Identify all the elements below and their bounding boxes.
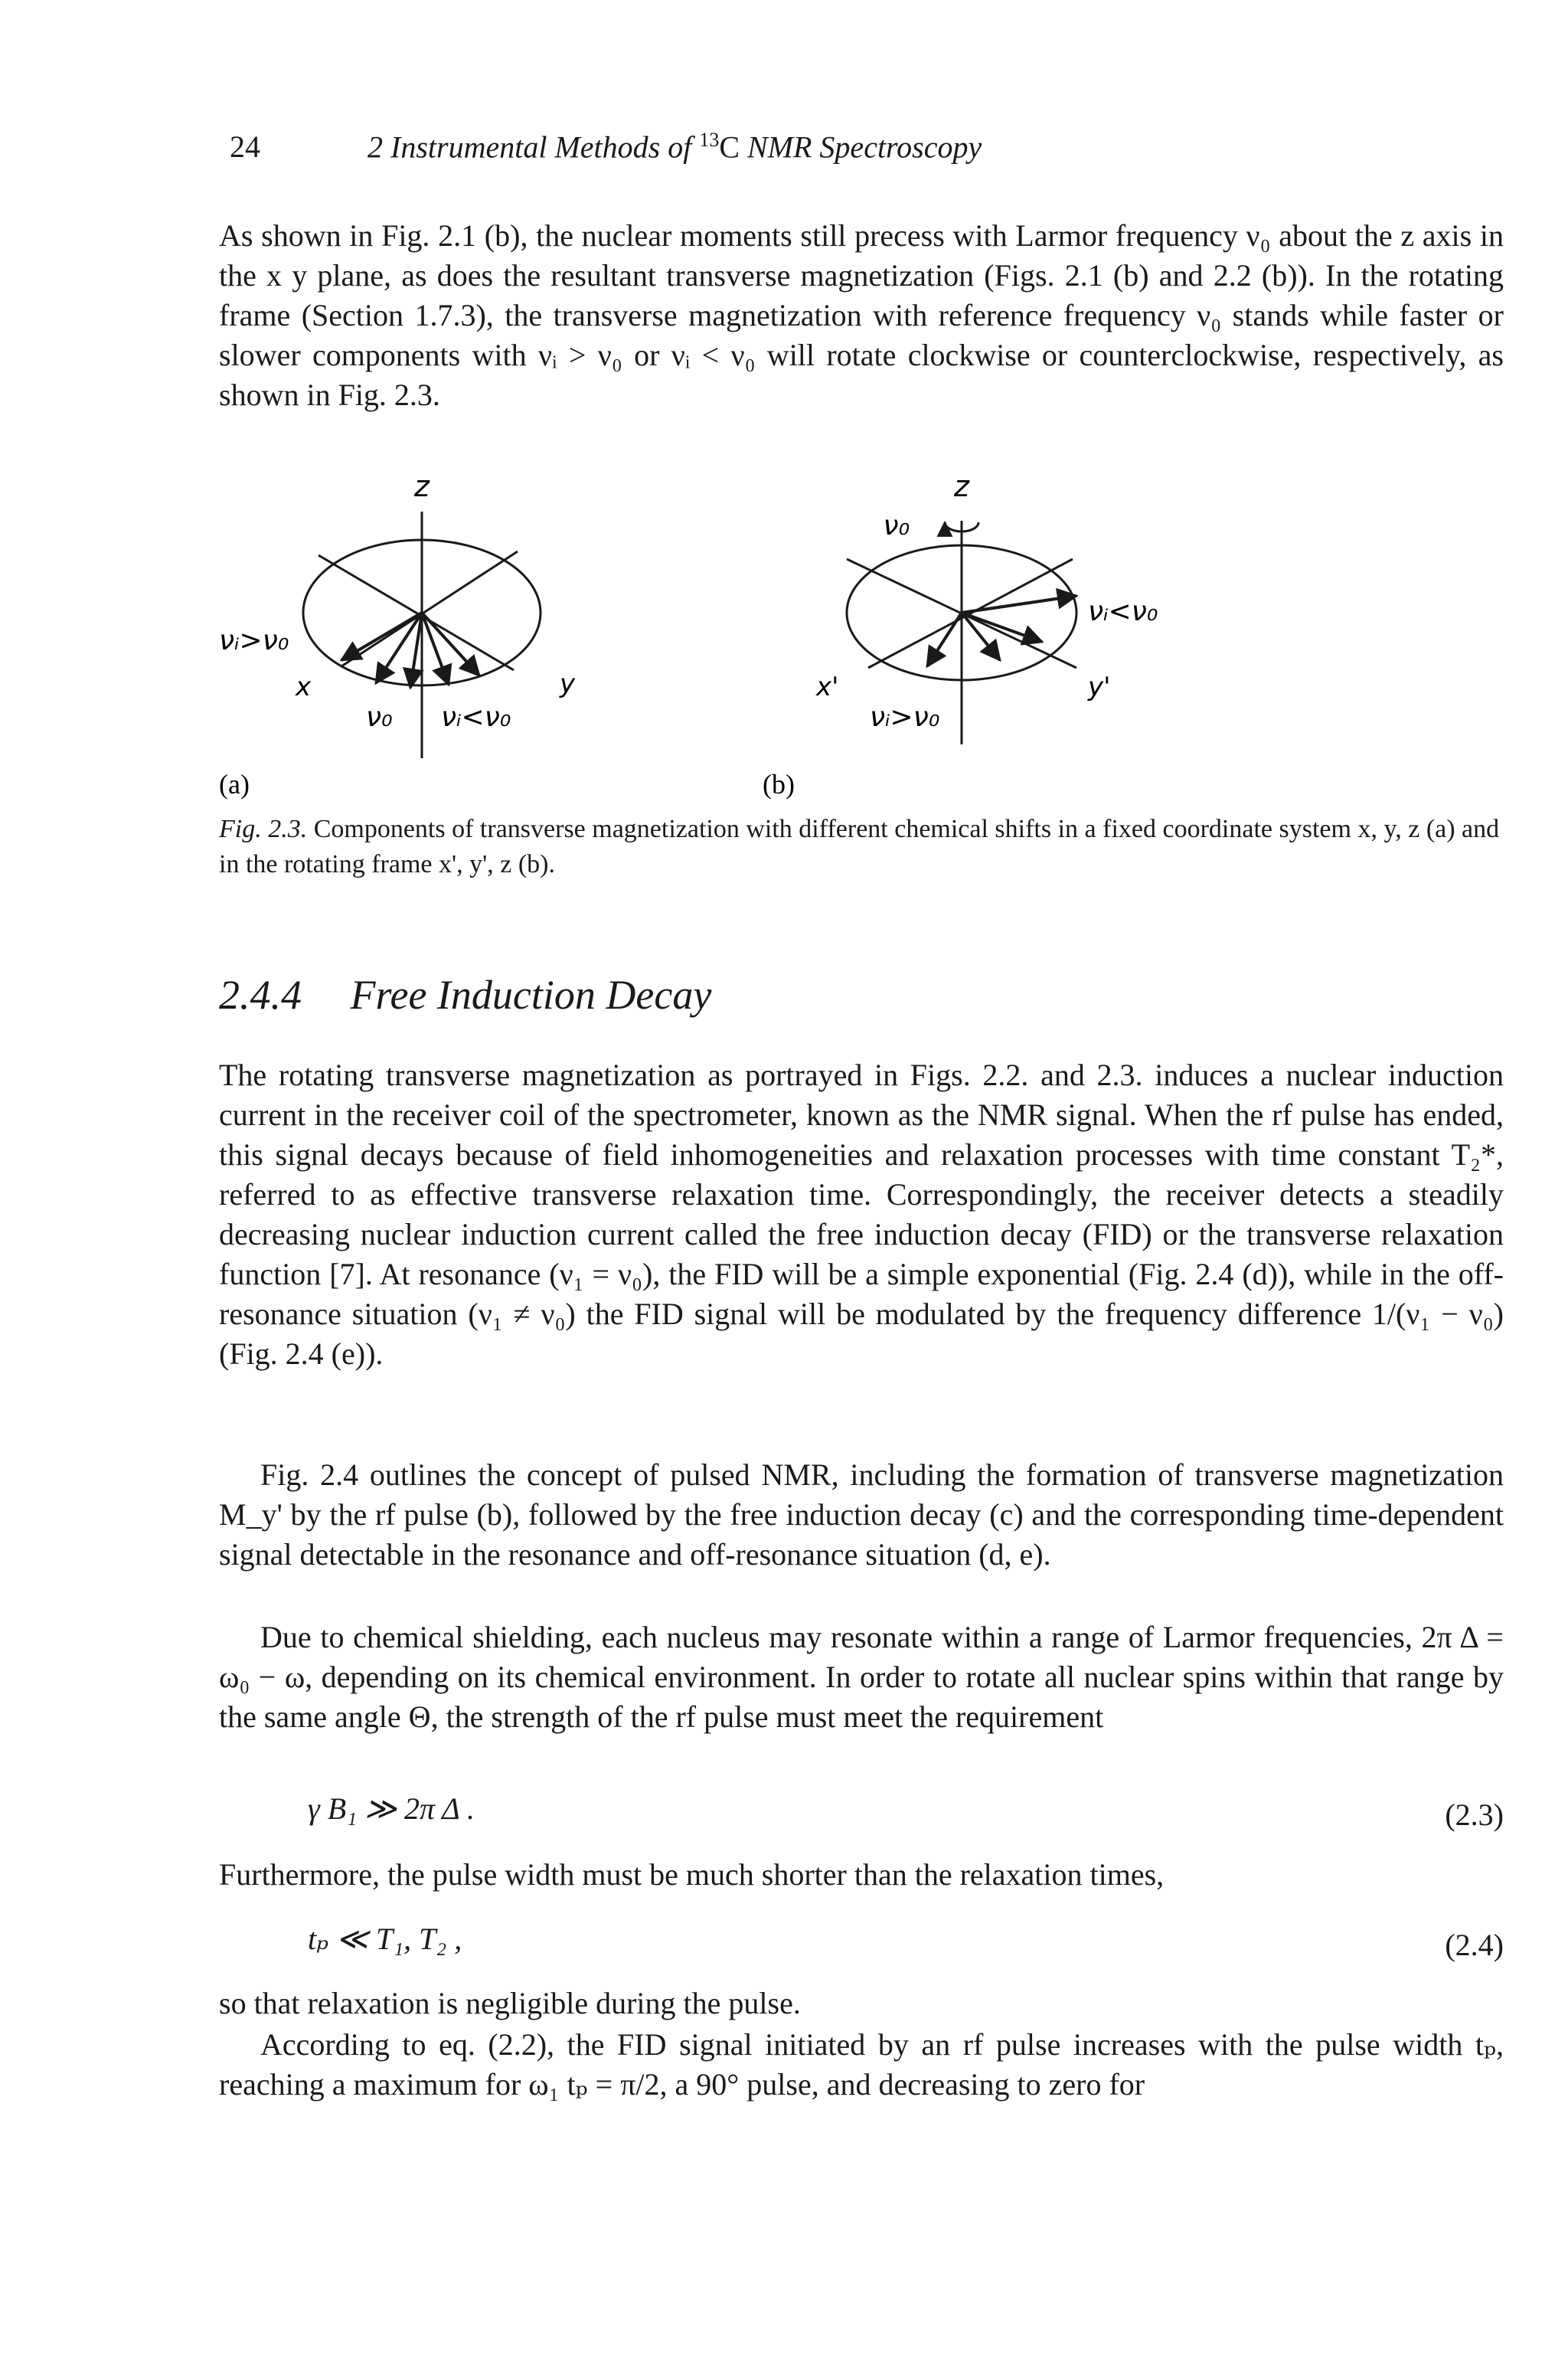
y-axis-a bbox=[341, 551, 518, 666]
panel-a-label: (a) bbox=[219, 769, 250, 800]
page-number: 24 bbox=[230, 129, 260, 164]
figure-caption bbox=[219, 812, 1504, 882]
running-title: 2 Instrumental Methods of $^{13}$C NMR Spectroscopy bbox=[368, 129, 982, 165]
faster-label-a: νᵢ>ν₀ bbox=[219, 625, 289, 656]
fid-paragraph-2: Fig. 2.4 outlines the concept of pulsed NMR, including the formation of transverse magnetization M_y' by the rf pulse (b), followed by the free induction decay (c) and the corresponding time-dependent signal detectable in the resonance and off-resonance situation (d, e). bbox=[219, 1457, 1504, 1572]
equation-2-4-expression: tₚ ≪ T₁, T₂ , bbox=[308, 1922, 462, 1956]
equation-2-3-expression: γ B₁ ≫ 2π Δ . bbox=[308, 1791, 475, 1826]
figure-caption-text: Components of transverse magnetization with different chemical shifts in a fixed coordinate system x, y, z (a) and in the rotating frame x', y', z (b). bbox=[219, 815, 1500, 878]
reference-label-b: ν₀ bbox=[883, 510, 910, 541]
slower-label-b: νᵢ<ν₀ bbox=[1088, 596, 1158, 627]
section-title: Free Induction Decay bbox=[350, 972, 712, 1018]
panel-b bbox=[763, 469, 1158, 800]
fid-paragraph-5: so that relaxation is negligible during the pulse. bbox=[219, 1986, 801, 2020]
z-label-b: z bbox=[954, 469, 969, 503]
intro-paragraph: As shown in Fig. 2.1 (b), the nuclear moments still precess with Larmor frequency ν₀ about the z axis in the x y plane, as does the resultant transverse magnetization (Figs. 2.1 (b) and 2.2 (b)). In the rotating frame (Section 1.7.3), the transverse magnetization with reference frequency ν₀ stands while faster or slower components with νᵢ > ν₀ or νᵢ < ν₀ will rotate clockwise or counterclockwise, respectively, as shown in Fig. 2.3. bbox=[219, 218, 1504, 412]
figure-2-3 bbox=[219, 460, 1504, 812]
x-prime-label-b: x' bbox=[816, 672, 839, 702]
z-label-a: z bbox=[414, 469, 430, 503]
fid-paragraph-4: Furthermore, the pulse width must be much shorter than the relaxation times, bbox=[219, 1857, 1165, 1892]
faster-label-b: νᵢ>ν₀ bbox=[870, 702, 940, 733]
reference-label-a: ν₀ bbox=[366, 702, 393, 733]
vector-slower-b bbox=[962, 596, 1076, 613]
fid-paragraph-1: The rotating transverse magnetization as portrayed in Figs. 2.2. and 2.3. induces a nuclear induction current in the receiver coil of the spectrometer, known as the NMR signal. When the rf pulse has ended, this signal decays because of field inhomogeneities and relaxation processes with time constant T₂*, referred to as effective transverse relaxation time. Correspondingly, the receiver detects a steadily decreasing nuclear induction current called the free induction decay (FID) or the transverse relaxation function [7]. At resonance (ν₁ = ν₀), the FID will be a simple exponential (Fig. 2.4 (d)), while in the off-resonance situation (ν₁ ≠ ν₀) the FID signal will be modulated by the frequency difference 1/(ν₁ − ν₀) (Fig. 2.4 (e)). bbox=[219, 1058, 1504, 1371]
figure-2-3-drawing bbox=[219, 460, 1504, 812]
section-heading bbox=[219, 971, 711, 1019]
x-label-a: x bbox=[295, 672, 312, 702]
equation-2-4 bbox=[219, 1921, 1504, 1967]
equation-2-4-number: (2.4) bbox=[1445, 1928, 1504, 1962]
page-header bbox=[230, 129, 1415, 175]
equation-2-3-number: (2.3) bbox=[1445, 1797, 1504, 1832]
section-number: 2.4.4 bbox=[219, 972, 302, 1018]
fid-paragraph-3: Due to chemical shielding, each nucleus may resonate within a range of Larmor frequencies, 2π Δ = ω₀ − ω, depending on its chemical environment. In order to rotate all nuclear spins within that range by the same angle Θ, the strength of the rf pulse must meet the requirement bbox=[219, 1620, 1504, 1734]
vector-faster-b bbox=[927, 613, 962, 666]
equation-2-3 bbox=[219, 1791, 1504, 1837]
slower-label-a: νᵢ<ν₀ bbox=[441, 702, 511, 733]
y-label-a: y bbox=[560, 669, 576, 699]
y-prime-label-b: y' bbox=[1088, 672, 1111, 702]
figure-caption-label: Fig. 2.3. bbox=[219, 815, 308, 843]
fid-paragraph-6: According to eq. (2.2), the FID signal initiated by an rf pulse increases with the pulse width tₚ, reaching a maximum for ω₁ tₚ = π/2, a 90° pulse, and decreasing to zero for bbox=[219, 2027, 1504, 2102]
panel-a bbox=[219, 469, 576, 800]
vector-faster-a bbox=[341, 613, 422, 660]
panel-b-label: (b) bbox=[763, 769, 795, 800]
